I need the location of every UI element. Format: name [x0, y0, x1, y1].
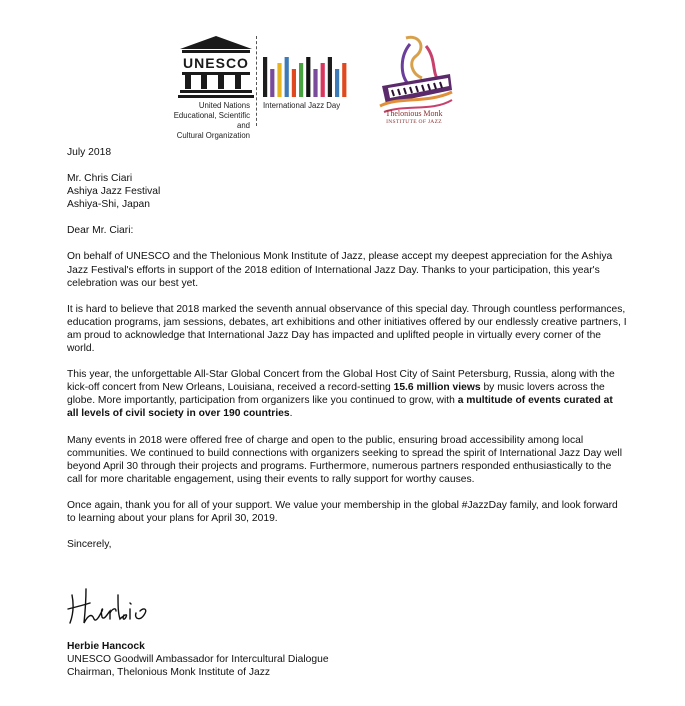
recipient-address — [67, 172, 627, 211]
paragraph-1: On behalf of UNESCO and the Thelonious Monk Institute of Jazz, please accept my deepest appreciation for the Ashiya Jazz Festival's efforts in support of the 2018 edition of International Jazz Day. Thanks to your participation, this year's celebration was our best yet. — [67, 251, 613, 289]
recipient-line: Mr. Chris Ciari — [67, 173, 133, 185]
jazz-bar — [335, 69, 339, 97]
closing: Sincerely, — [67, 539, 112, 551]
jazz-bar — [292, 69, 296, 97]
recipient-line: Ashiya Jazz Festival — [67, 186, 161, 198]
jazz-bar — [270, 69, 274, 97]
unesco-line: United Nations — [198, 101, 250, 110]
signer-name-text: Herbie Hancock — [67, 641, 145, 652]
jazz-bar — [299, 63, 303, 97]
paragraph-3-text: by music lovers across the globe. More importantly, participation from organizers like you continued to grow, with — [67, 382, 605, 407]
jazz-bar — [306, 57, 310, 97]
unesco-line: Educational, Scientific and — [173, 111, 250, 130]
signer-title: UNESCO Goodwill Ambassador for Intercultural Dialogue — [67, 654, 329, 666]
paragraph-3-text: . — [289, 408, 293, 420]
letter-date: July 2018 — [67, 147, 112, 158]
monk-sub: INSTITUTE OF JAZZ — [386, 119, 442, 125]
paragraph-2: It is hard to believe that 2018 marked the seventh annual observance of this special day. Through countless performances, education programs, jam sessions, debates, art exhibitions and other initiatives offered by our endlessly creative partners, I am proud to acknowledge that International Jazz Day has impacted and uplifted people in virtually every corner of the world. — [67, 303, 627, 355]
unesco-wordmark: UNESCO — [183, 55, 249, 71]
signer-name — [67, 640, 627, 653]
signature — [64, 585, 154, 627]
jazz-bar — [342, 63, 346, 97]
signature-block — [67, 640, 627, 679]
jazz-bar — [285, 57, 289, 97]
monk-institute-name — [372, 110, 456, 126]
jazz-bar — [277, 63, 281, 97]
monk-name: Thelonious Monk — [385, 109, 443, 118]
jazz-day-label: International Jazz Day — [263, 101, 341, 110]
divider — [256, 36, 257, 126]
jazz-bar — [328, 57, 332, 97]
jazz-bar — [263, 57, 267, 97]
letter-body — [67, 146, 627, 564]
jazz-bar — [321, 63, 325, 97]
views-highlight: 15.6 million views — [393, 382, 481, 394]
paragraph-3 — [67, 368, 627, 420]
letterhead — [0, 0, 685, 140]
recipient-line: Ashiya-Shi, Japan — [67, 199, 150, 211]
signer-title: Chairman, Thelonious Monk Institute of Jazz — [67, 667, 270, 679]
paragraph-5: Once again, thank you for all of your support. We value your membership in the global #JazzDay family, and look forward to learning about your plans for April 30, 2019. — [67, 499, 618, 524]
jazz-day-logo — [263, 57, 349, 97]
paragraph-3-text: This year, the unforgettable All-Star Global Concert from the Global Host City of Saint Petersburg, Russia, along with the kick-off concert from New Orleans, Louisiana, received a record-setting — [67, 369, 615, 394]
unesco-name — [168, 101, 250, 141]
salutation: Dear Mr. Ciari: — [67, 225, 134, 237]
events-highlight: a multitude of events curated at all levels of civil society in over 190 countries — [67, 395, 613, 420]
monk-institute-logo — [376, 34, 456, 119]
jazz-bar — [313, 69, 317, 97]
paragraph-4: Many events in 2018 were offered free of charge and open to the public, ensuring broad accessibility among local communities. We continued to build connections with organizers seeking to spread the spirit of International Jazz Day well beyond April 30 through their projects and programs. Furthermore, numerous partners responded enthusiastically to the call for more charitable engagement, using their events to rally support for worthy causes. — [67, 434, 622, 485]
unesco-line: Cultural Organization — [176, 131, 250, 140]
